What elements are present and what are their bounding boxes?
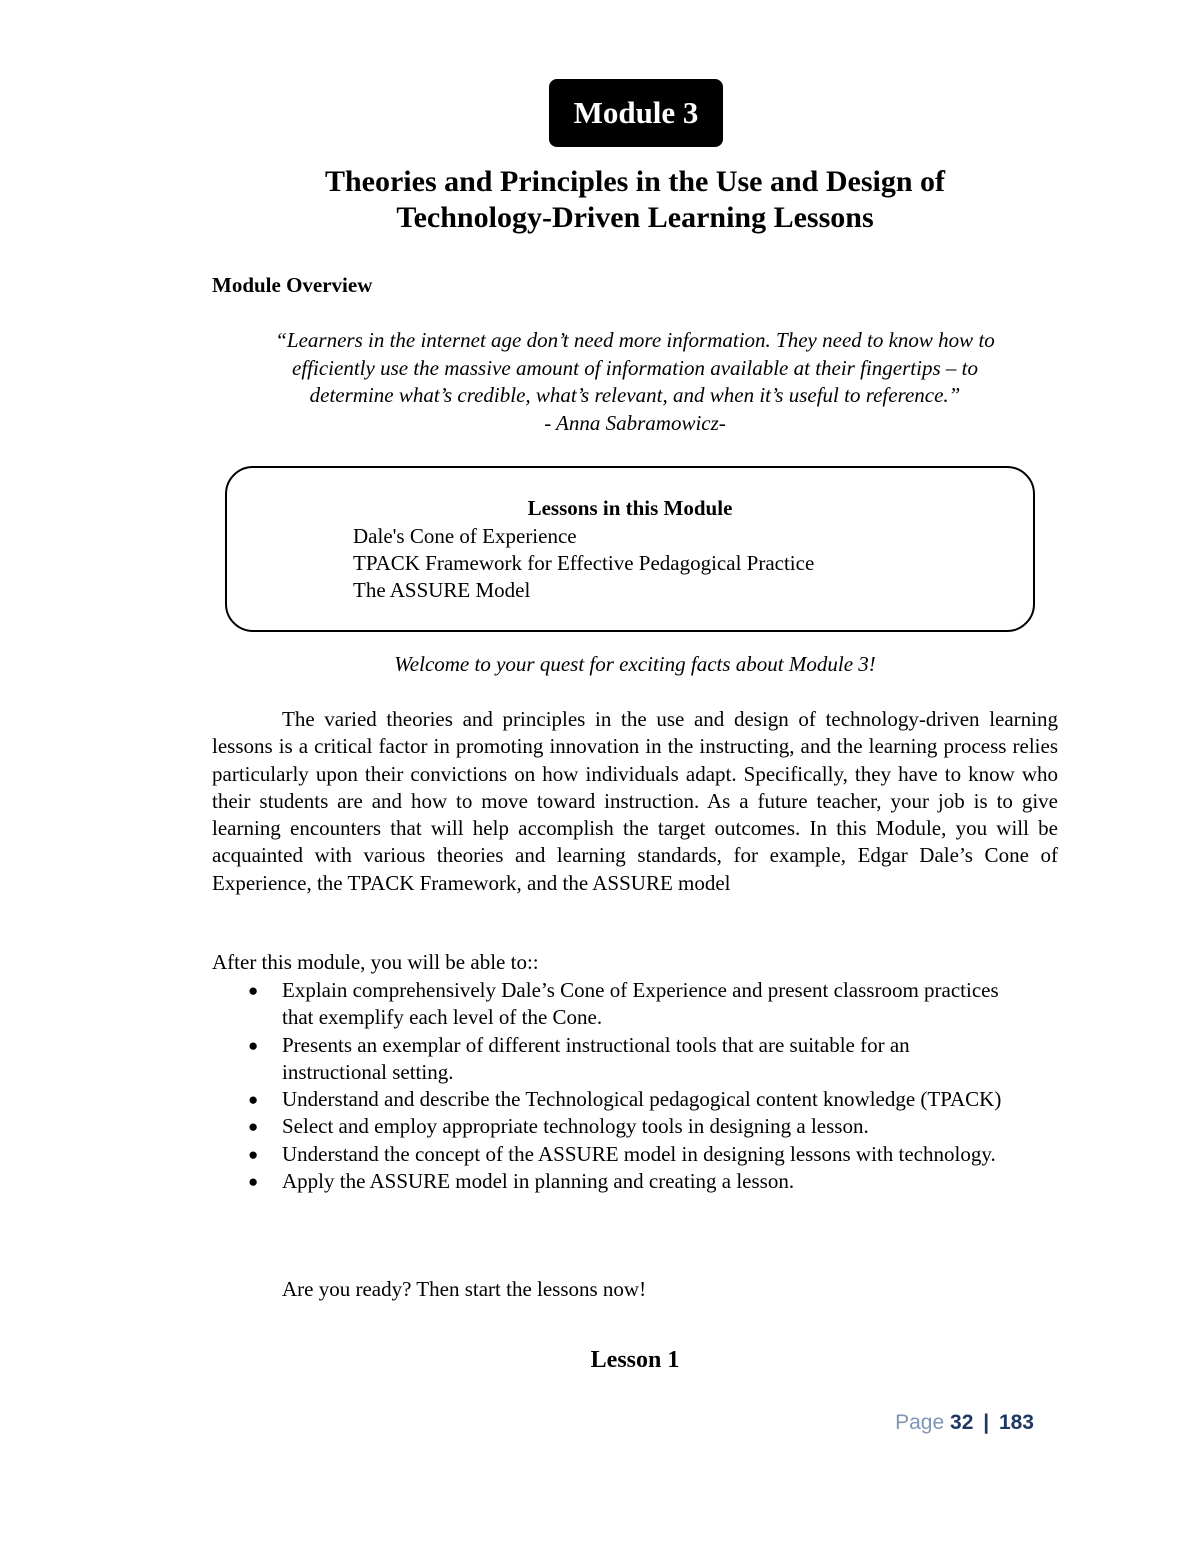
objective-item <box>248 1168 1012 1195</box>
page-label: Page <box>895 1411 945 1434</box>
objective-text: Understand and describe the Technological pedagogical content knowledge (TPACK) <box>282 1087 1002 1112</box>
page-footer <box>895 1411 1034 1435</box>
page-title <box>212 164 1058 236</box>
ready-prompt: Are you ready? Then start the lessons now! <box>282 1277 647 1301</box>
objective-item <box>248 1086 1012 1113</box>
bullet-icon: ● <box>248 1035 259 1055</box>
objectives-intro: After this module, you will be able to:: <box>212 950 539 974</box>
page-title-line-2: Technology-Driven Learning Lessons <box>396 201 874 234</box>
bullet-icon: ● <box>248 1144 259 1164</box>
welcome-text: Welcome to your quest for exciting facts about Module 3! <box>394 652 876 676</box>
page-separator: | <box>983 1411 990 1434</box>
objective-item <box>248 1113 1012 1140</box>
module-badge: Module 3 <box>549 79 723 147</box>
lesson-list-item: Dale's Cone of Experience <box>353 524 577 548</box>
page-number: 32 <box>950 1411 974 1434</box>
objective-text: Understand the concept of the ASSURE model in designing lessons with technology. <box>282 1141 996 1166</box>
module-overview-heading: Module Overview <box>212 273 373 297</box>
lessons-list <box>353 523 814 604</box>
overview-quote <box>212 327 1058 437</box>
objective-text: Presents an exemplar of different instructional tools that are suitable for an instructional setting. <box>282 1032 910 1084</box>
quote-author: - Anna Sabramowicz- <box>544 410 726 435</box>
intro-paragraph: The varied theories and principles in the use and design of technology-driven learning lessons is a critical factor in promoting innovation in the instructing, and the learning process relies particularly upon their convictions on how individuals adapt. Specifically, they have to know who their students are and how to move toward instruction. As a future teacher, your job is to give learning encounters that will help accomplish the target outcomes. In this Module, you will be acquainted with various theories and learning standards, for example, Edgar Dale’s Cone of Experience, the TPACK Framework, and the ASSURE model <box>212 707 1058 895</box>
lessons-in-module-box <box>225 466 1035 632</box>
page-title-line-1: Theories and Principles in the Use and Design of <box>324 165 946 198</box>
total-pages: 183 <box>998 1411 1034 1434</box>
objective-text: Apply the ASSURE model in planning and creating a lesson. <box>282 1169 795 1194</box>
quote-line-3: determine what’s credible, what’s relevant, and when it’s useful to reference.” <box>309 383 961 407</box>
objective-item <box>248 1141 1012 1168</box>
objectives-list <box>248 977 1012 1195</box>
bullet-icon: ● <box>248 1090 259 1110</box>
bullet-icon: ● <box>248 1172 259 1192</box>
objective-item <box>248 977 1012 1032</box>
lesson-list-item: TPACK Framework for Effective Pedagogical Practice <box>353 551 815 575</box>
objective-text: Select and employ appropriate technology tools in designing a lesson. <box>282 1114 869 1139</box>
quote-line-2: efficiently use the massive amount of information available at their fingertips – to <box>292 355 978 380</box>
lesson-list-item: The ASSURE Model <box>353 578 531 602</box>
objective-item <box>248 1032 1012 1087</box>
bullet-icon: ● <box>248 1117 259 1137</box>
objective-text: Explain comprehensively Dale’s Cone of Experience and present classroom practices that exemplify each level of the Cone. <box>282 978 999 1030</box>
bullet-icon: ● <box>248 981 259 1000</box>
lesson-heading: Lesson 1 <box>590 1347 680 1373</box>
quote-line-1: “Learners in the internet age don’t need more information. They need to know how to <box>275 328 995 352</box>
lessons-box-heading: Lessons in this Module <box>527 496 733 520</box>
